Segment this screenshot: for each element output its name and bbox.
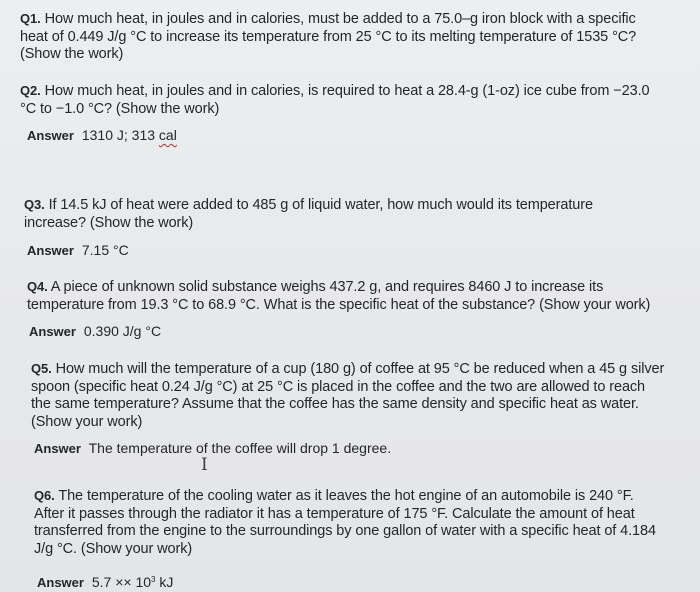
question-text-line: heat of 0.449 J/g °C to increase its temperature from 25 °C to its melting temperature of 1535 °C? bbox=[20, 28, 637, 45]
question-5 bbox=[31, 360, 691, 431]
answer-4 bbox=[29, 323, 161, 340]
answer-5 bbox=[34, 440, 391, 457]
question-text-line: J/g °C. (Show your work) bbox=[34, 540, 193, 557]
text-cursor-icon: I bbox=[201, 455, 208, 475]
answer-2 bbox=[27, 127, 177, 144]
answer-label: Answer bbox=[34, 441, 81, 456]
answer-3 bbox=[27, 242, 129, 259]
answer-label: Answer bbox=[37, 575, 84, 590]
answer-text: 7.15 °C bbox=[81, 242, 129, 258]
question-text-line: How much will the temperature of a cup (180 g) of coffee at 95 °C be reduced when a 45 g silver bbox=[55, 361, 665, 377]
answer-unit: cal bbox=[158, 127, 177, 143]
question-text-line: increase? (Show the work) bbox=[24, 214, 194, 231]
answer-label: Answer bbox=[27, 128, 74, 143]
answer-text: 0.390 J/g °C bbox=[83, 323, 162, 339]
question-text-line: temperature from 19.3 °C to 68.9 °C. What is the specific heat of the substance? (Show your work) bbox=[27, 296, 651, 313]
question-number: Q4. bbox=[27, 279, 48, 294]
question-number: Q1. bbox=[20, 11, 41, 26]
answer-unit: kJ bbox=[159, 574, 174, 590]
question-number: Q3. bbox=[24, 197, 45, 212]
question-text-line: transferred from the engine to the surroundings by one gallon of water with a specific heat of 4.184 bbox=[34, 523, 656, 539]
question-text-line: the same temperature? Assume that the coffee has the same density and specific heat as water. bbox=[31, 396, 639, 412]
question-number: Q5. bbox=[31, 361, 52, 376]
question-3 bbox=[24, 196, 684, 232]
question-text-line: How much heat, in joules and in calories, must be added to a 75.0–g iron block with a specific bbox=[44, 11, 636, 27]
answer-text: 1310 J; 313 bbox=[81, 127, 156, 143]
question-text-line: If 14.5 kJ of heat were added to 485 g of liquid water, how much would its temperature bbox=[48, 197, 593, 213]
question-text-line: How much heat, in joules and in calories, is required to heat a 28.4-g (1-oz) ice cube from −23.0 bbox=[44, 83, 650, 99]
question-1 bbox=[20, 10, 690, 64]
answer-label: Answer bbox=[27, 243, 74, 258]
question-text-line: A piece of unknown solid substance weighs 437.2 g, and requires 8460 J to increase its bbox=[50, 279, 604, 295]
question-text-line: (Show the work) bbox=[20, 46, 124, 62]
answer-text: The temperature of the coffee will drop 1 degree. bbox=[88, 440, 392, 456]
question-text-line: (Show your work) bbox=[31, 413, 143, 430]
answer-label: Answer bbox=[29, 324, 76, 339]
answer-text: 5.7 ×× 10 bbox=[91, 574, 152, 590]
question-text-line: °C to −1.0 °C? (Show the work) bbox=[20, 100, 220, 117]
question-2 bbox=[20, 82, 690, 118]
question-text-line: After it passes through the radiator it has a temperature of 175 °F. Calculate the amount of heat bbox=[34, 505, 635, 522]
question-4 bbox=[27, 278, 687, 314]
question-number: Q2. bbox=[20, 83, 41, 98]
answer-6 bbox=[37, 571, 173, 591]
answer-exponent: 3 bbox=[151, 575, 156, 584]
question-number: Q6. bbox=[34, 488, 55, 503]
question-text-line: The temperature of the cooling water as it leaves the hot engine of an automobile is 240 °F. bbox=[58, 488, 634, 504]
question-6 bbox=[34, 487, 690, 558]
question-text-line: spoon (specific heat 0.24 J/g °C) at 25 °C is placed in the coffee and the two are allowed to reach bbox=[31, 378, 646, 395]
